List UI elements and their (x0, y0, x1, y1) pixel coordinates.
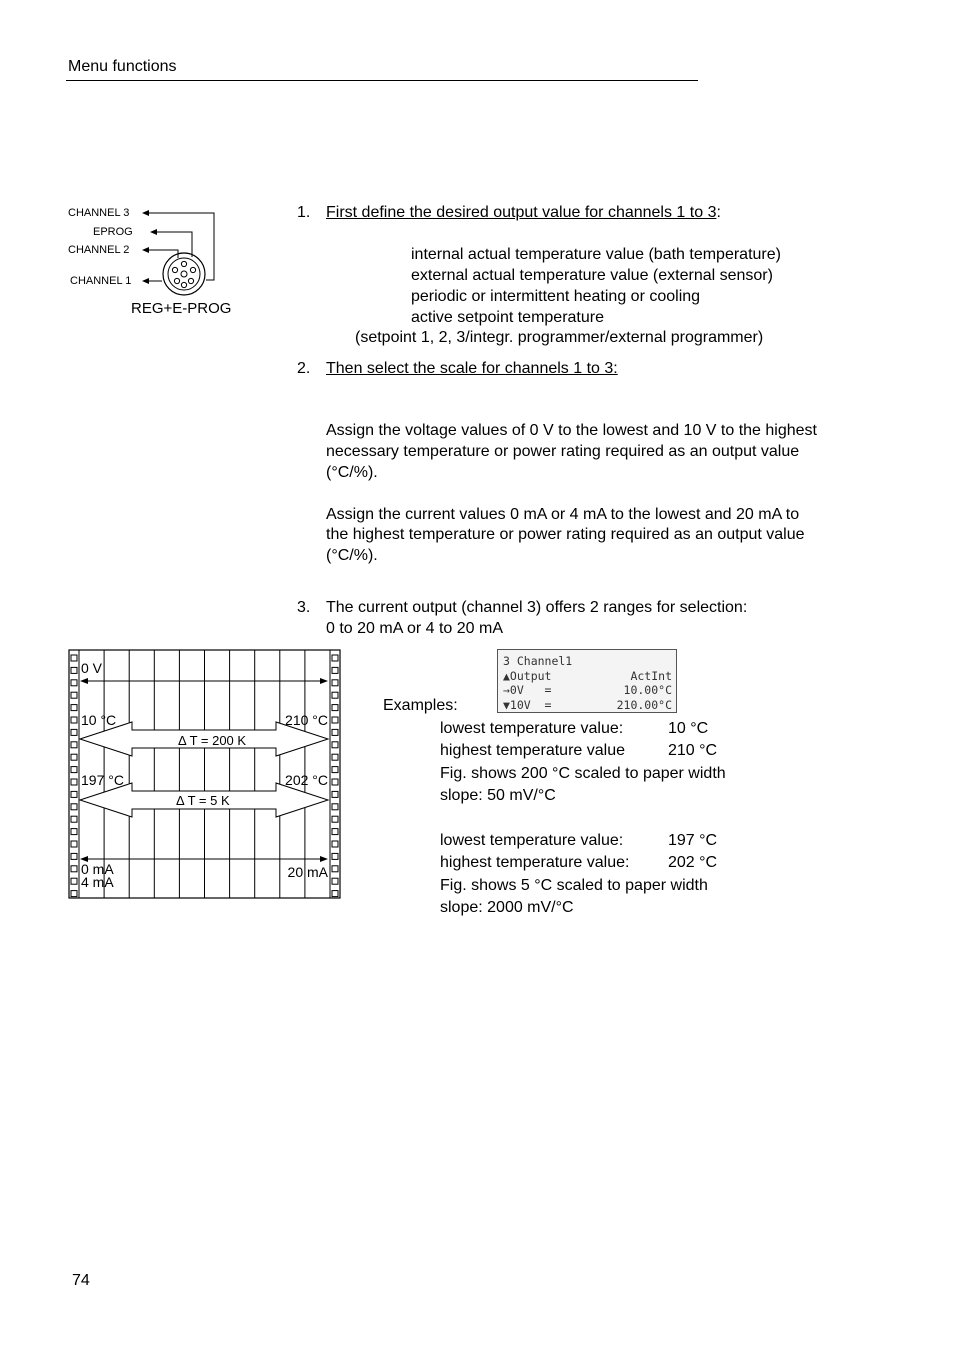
lcd-row (503, 683, 672, 698)
example2-lowest-value: 197 °C (668, 832, 718, 849)
sprocket-hole (71, 779, 77, 785)
sprocket-hole (332, 779, 338, 785)
step3-line: The current output (channel 3) offers 2 ranges for selection: (326, 599, 748, 616)
example1-highest-label: highest temperature value (440, 742, 625, 759)
connector-caption: REG+E-PROG (131, 300, 232, 317)
sprocket-hole (332, 754, 338, 760)
step3-number: 3. (297, 599, 311, 616)
setpoint-note: (setpoint 1, 2, 3/integr. programmer/external programmer) (355, 329, 764, 346)
option-item: periodic or intermittent heating or cooling (411, 288, 701, 305)
sprocket-hole (71, 667, 77, 673)
eprog-label: EPROG (93, 226, 133, 238)
sprocket-hole (332, 841, 338, 847)
current-paragraph-line: Assign the current values 0 mA or 4 mA to the lowest and 20 mA to (326, 506, 800, 523)
sprocket-hole (332, 816, 338, 822)
example1-lowest-label: lowest temperature value: (440, 720, 624, 737)
voltage-paragraph-line: necessary temperature or power rating required as an output value (326, 443, 800, 460)
step1-heading (326, 203, 721, 223)
sprocket-hole (71, 829, 77, 835)
sprocket-hole (71, 804, 77, 810)
label-4ma: 4 mA (81, 874, 114, 890)
din-socket-icon (163, 253, 205, 295)
sprocket-hole (332, 705, 338, 711)
lcd-text: 3 Channel1 (503, 654, 573, 668)
sprocket-hole (71, 866, 77, 872)
label-0v: 0 V (81, 660, 103, 676)
page-number: 74 (72, 1272, 90, 1289)
sprocket-hole (71, 754, 77, 760)
step2-heading: Then select the scale for channels 1 to 3: (326, 360, 618, 377)
running-header: Menu functions (68, 58, 177, 75)
lcd-text: ▲Output (503, 668, 552, 683)
examples-title: Examples: (383, 697, 458, 714)
sprocket-hole (71, 891, 77, 897)
label-20ma: 20 mA (287, 864, 328, 880)
sprocket-hole (71, 767, 77, 773)
sprocket-hole (71, 816, 77, 822)
voltage-paragraph-line: (°C/%). (326, 464, 378, 481)
sprocket-hole (332, 655, 338, 661)
sprocket-hole (71, 791, 77, 797)
connector-arrowheads (142, 210, 157, 284)
lcd-row (503, 669, 672, 684)
sprocket-hole (332, 667, 338, 673)
channel1-label: CHANNEL 1 (70, 275, 132, 287)
sprocket-hole (71, 742, 77, 748)
sprocket-hole (332, 692, 338, 698)
lcd-text: 10.00°C (623, 683, 672, 697)
step1-number: 1. (297, 204, 311, 221)
sprocket-hole (332, 878, 338, 884)
sprocket-hole (71, 680, 77, 686)
step1-heading-text: First define the desired output value for channels 1 to 3 (326, 204, 717, 221)
sprocket-hole (332, 891, 338, 897)
label-delta-200k: Δ T = 200 K (178, 733, 247, 748)
sprocket-hole (332, 866, 338, 872)
sprocket-hole (332, 791, 338, 797)
header-rule (66, 80, 698, 81)
current-paragraph-line: (°C/%). (326, 547, 378, 564)
recorder-paper-diagram (68, 649, 342, 900)
sprocket-hole (71, 729, 77, 735)
example1-highest-value: 210 °C (668, 742, 718, 759)
sprocket-hole (71, 655, 77, 661)
option-item: active setpoint temperature (411, 309, 604, 326)
sprocket-hole (332, 853, 338, 859)
lcd-text: →0V = (503, 683, 552, 697)
sprocket-hole (332, 680, 338, 686)
sprocket-hole (71, 705, 77, 711)
current-paragraph-line: the highest temperature or power rating required as an output value (326, 526, 805, 543)
example2-lowest-label: lowest temperature value: (440, 832, 624, 849)
sprocket-hole (332, 767, 338, 773)
sprocket-hole (332, 742, 338, 748)
label-197c: 197 °C (81, 772, 124, 788)
lcd-text: ActInt (630, 668, 672, 683)
example1-slope: slope: 50 mV/°C (440, 787, 556, 804)
label-10c: 10 °C (81, 712, 117, 728)
sprocket-hole (332, 804, 338, 810)
sprocket-hole (332, 717, 338, 723)
connector-wires (144, 213, 214, 281)
lcd-text: 210.00°C (616, 697, 672, 712)
sprocket-hole (71, 717, 77, 723)
channel2-label: CHANNEL 2 (68, 244, 130, 256)
lcd-display (497, 649, 677, 713)
sprocket-hole (71, 692, 77, 698)
lcd-row (503, 698, 672, 713)
example2-slope: slope: 2000 mV/°C (440, 899, 574, 916)
sprocket-hole (71, 841, 77, 847)
label-210c: 210 °C (285, 712, 328, 728)
voltage-paragraph-line: Assign the voltage values of 0 V to the lowest and 10 V to the highest (326, 422, 817, 439)
step3-line: 0 to 20 mA or 4 to 20 mA (326, 620, 503, 637)
option-item: external actual temperature value (external sensor) (411, 267, 773, 284)
lcd-text: ▼10V = (503, 697, 552, 712)
sprocket-hole (71, 878, 77, 884)
label-0ma: 0 mA (81, 861, 114, 877)
step2-number: 2. (297, 360, 311, 377)
sprocket-hole (332, 829, 338, 835)
example1-fig-note: Fig. shows 200 °C scaled to paper width (440, 765, 726, 782)
label-delta-5k: Δ T = 5 K (176, 793, 230, 808)
example1-lowest-value: 10 °C (668, 720, 709, 737)
channel3-label: CHANNEL 3 (68, 207, 130, 219)
step1-colon: : (716, 204, 721, 221)
sprocket-hole (71, 853, 77, 859)
option-item: internal actual temperature value (bath temperature) (411, 246, 781, 263)
example2-highest-label: highest temperature value: (440, 854, 630, 871)
lcd-row (503, 654, 672, 669)
example2-fig-note: Fig. shows 5 °C scaled to paper width (440, 877, 708, 894)
sprocket-hole (332, 729, 338, 735)
label-202c: 202 °C (285, 772, 328, 788)
connector-diagram (66, 200, 266, 322)
example2-highest-value: 202 °C (668, 854, 718, 871)
